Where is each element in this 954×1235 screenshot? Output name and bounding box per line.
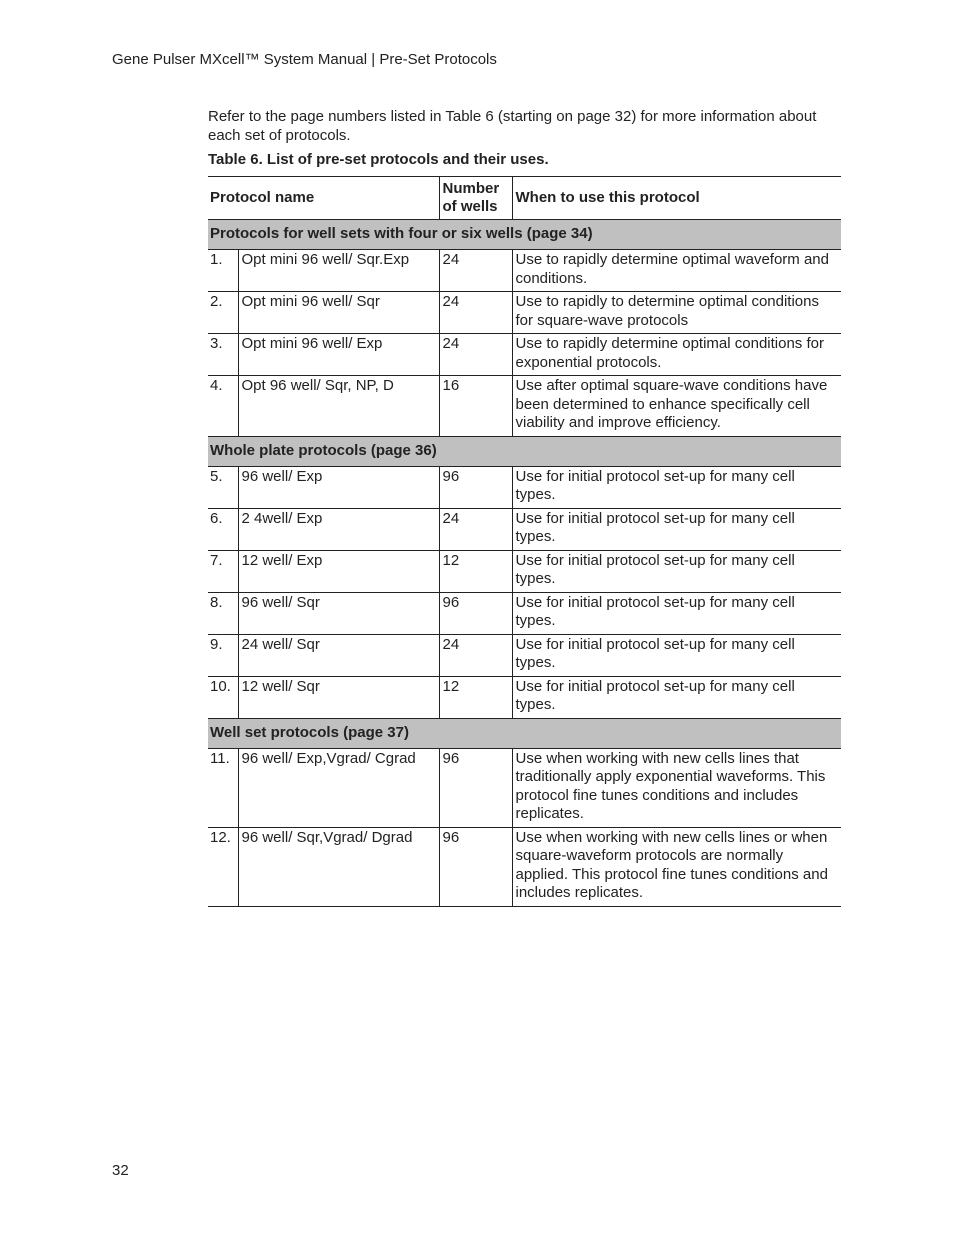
table-row — [208, 292, 841, 334]
section-title: Well set protocols (page 37) — [208, 718, 841, 748]
well-count-cell: 12 — [439, 676, 512, 718]
table-row — [208, 508, 841, 550]
protocol-name-cell: 12 well/ Exp — [238, 550, 439, 592]
table-row — [208, 550, 841, 592]
row-number: 12. — [208, 827, 238, 906]
protocol-name-cell: 24 well/ Sqr — [238, 634, 439, 676]
table-row — [208, 676, 841, 718]
section-header-row — [208, 436, 841, 466]
row-number: 3. — [208, 334, 238, 376]
protocol-name-cell: 96 well/ Sqr,Vgrad/ Dgrad — [238, 827, 439, 906]
row-number: 7. — [208, 550, 238, 592]
table-row — [208, 376, 841, 437]
usage-description-cell: Use after optimal square-wave conditions have been determined to enhance specifically cell viability and improve efficiency. — [512, 376, 841, 437]
protocol-name-cell: 96 well/ Sqr — [238, 592, 439, 634]
row-number: 11. — [208, 748, 238, 827]
section-header-row — [208, 220, 841, 250]
usage-description-cell: Use to rapidly to determine optimal conditions for square-wave protocols — [512, 292, 841, 334]
row-number: 9. — [208, 634, 238, 676]
protocols-table — [208, 176, 841, 907]
well-count-cell: 96 — [439, 748, 512, 827]
row-number: 8. — [208, 592, 238, 634]
well-count-cell: 24 — [439, 250, 512, 292]
protocol-name-cell: Opt 96 well/ Sqr, NP, D — [238, 376, 439, 437]
column-header-protocol-name: Protocol name — [208, 177, 439, 220]
table-body — [208, 220, 841, 907]
column-header-when-to-use: When to use this protocol — [512, 177, 841, 220]
table-row — [208, 592, 841, 634]
row-number: 6. — [208, 508, 238, 550]
section-header-row — [208, 718, 841, 748]
table-caption: Table 6. List of pre-set protocols and their uses. — [208, 151, 549, 168]
protocol-name-cell: 96 well/ Exp,Vgrad/ Cgrad — [238, 748, 439, 827]
usage-description-cell: Use when working with new cells lines or when square-waveform protocols are normally applied. This protocol fine tunes conditions and includes replicates. — [512, 827, 841, 906]
table-header-row — [208, 177, 841, 220]
page-number: 32 — [112, 1162, 129, 1179]
usage-description-cell: Use for initial protocol set-up for many cell types. — [512, 508, 841, 550]
usage-description-cell: Use for initial protocol set-up for many cell types. — [512, 466, 841, 508]
well-count-cell: 24 — [439, 634, 512, 676]
well-count-cell: 16 — [439, 376, 512, 437]
column-header-number-of-wells: Number of wells — [439, 177, 512, 220]
table-row — [208, 634, 841, 676]
usage-description-cell: Use when working with new cells lines that traditionally apply exponential waveforms. This protocol fine tunes conditions and includes replicates. — [512, 748, 841, 827]
protocol-name-cell: 12 well/ Sqr — [238, 676, 439, 718]
running-header: Gene Pulser MXcell™ System Manual | Pre-Set Protocols — [112, 51, 497, 68]
row-number: 4. — [208, 376, 238, 437]
protocol-name-cell: Opt mini 96 well/ Sqr.Exp — [238, 250, 439, 292]
section-title: Whole plate protocols (page 36) — [208, 436, 841, 466]
section-title: Protocols for well sets with four or six wells (page 34) — [208, 220, 841, 250]
row-number: 10. — [208, 676, 238, 718]
protocol-name-cell: Opt mini 96 well/ Sqr — [238, 292, 439, 334]
well-count-cell: 96 — [439, 466, 512, 508]
protocol-name-cell: Opt mini 96 well/ Exp — [238, 334, 439, 376]
well-count-cell: 24 — [439, 292, 512, 334]
well-count-cell: 12 — [439, 550, 512, 592]
table-row — [208, 827, 841, 906]
usage-description-cell: Use for initial protocol set-up for many cell types. — [512, 676, 841, 718]
well-count-cell: 24 — [439, 508, 512, 550]
row-number: 5. — [208, 466, 238, 508]
usage-description-cell: Use to rapidly determine optimal conditions for exponential protocols. — [512, 334, 841, 376]
intro-paragraph: Refer to the page numbers listed in Table 6 (starting on page 32) for more information about each set of protocols. — [208, 108, 817, 144]
usage-description-cell: Use for initial protocol set-up for many cell types. — [512, 550, 841, 592]
table-row — [208, 748, 841, 827]
table-row — [208, 334, 841, 376]
row-number: 1. — [208, 250, 238, 292]
table-row — [208, 250, 841, 292]
table-row — [208, 466, 841, 508]
usage-description-cell: Use to rapidly determine optimal waveform and conditions. — [512, 250, 841, 292]
well-count-cell: 96 — [439, 827, 512, 906]
well-count-cell: 24 — [439, 334, 512, 376]
usage-description-cell: Use for initial protocol set-up for many cell types. — [512, 592, 841, 634]
row-number: 2. — [208, 292, 238, 334]
protocol-name-cell: 96 well/ Exp — [238, 466, 439, 508]
well-count-cell: 96 — [439, 592, 512, 634]
usage-description-cell: Use for initial protocol set-up for many cell types. — [512, 634, 841, 676]
protocol-name-cell: 2 4well/ Exp — [238, 508, 439, 550]
